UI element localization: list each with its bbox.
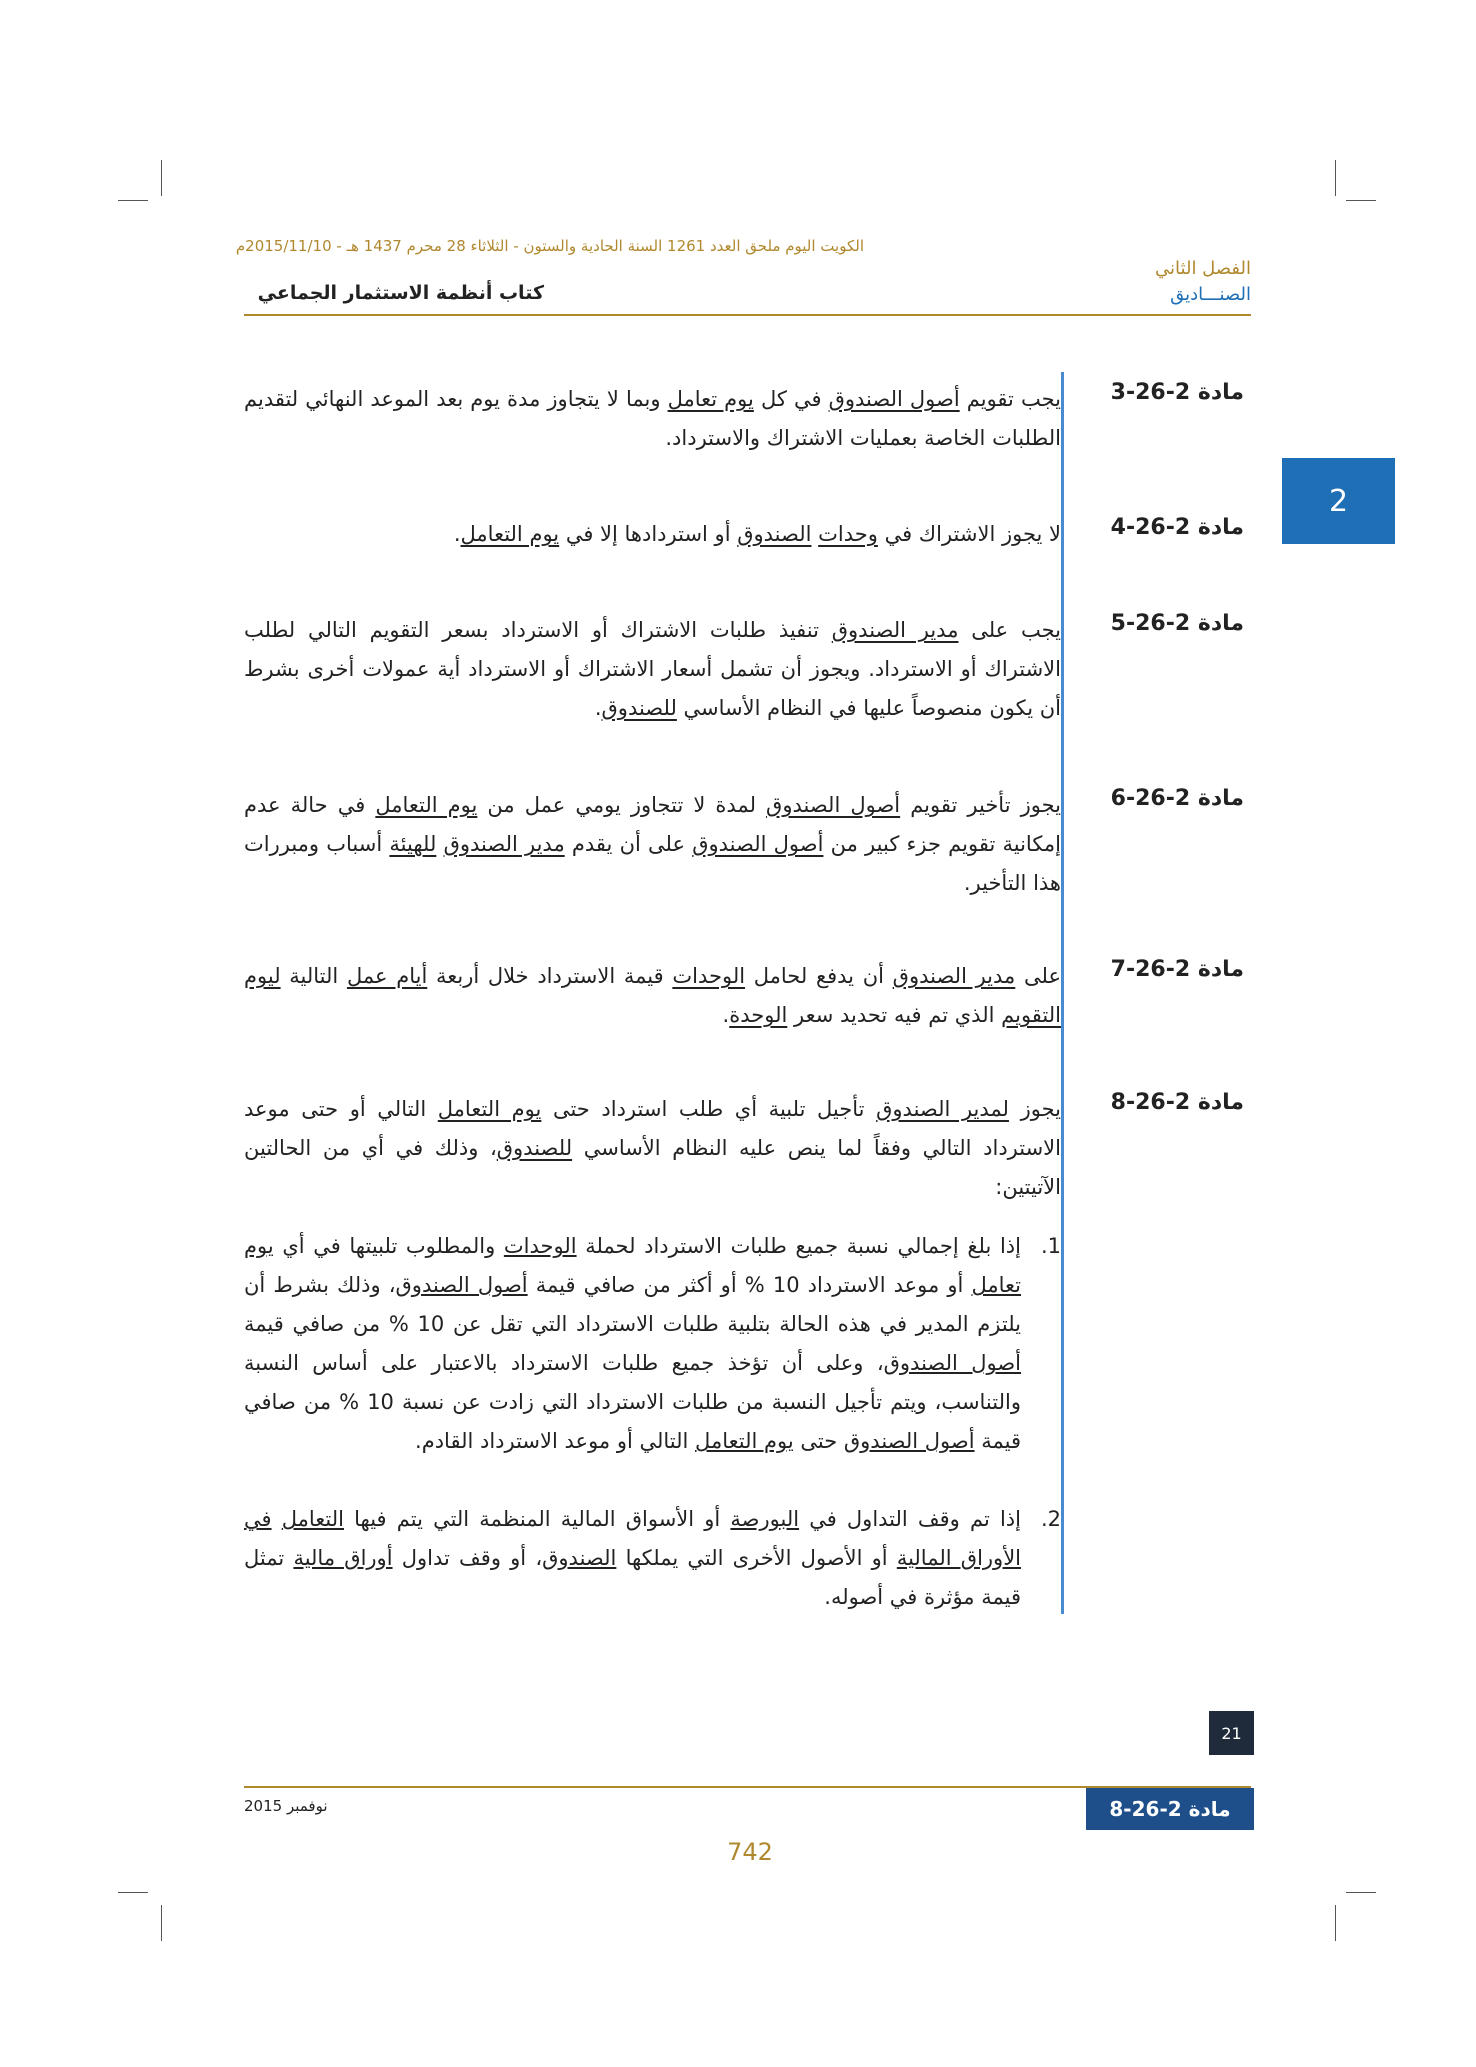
page-number-box: 21	[1209, 1711, 1254, 1755]
crop-mark	[118, 200, 148, 201]
article-label: مادة 2-26-3	[1110, 380, 1244, 405]
crop-mark	[161, 160, 162, 196]
article-text: يجب على مدير الصندوق تنفيذ طلبات الاشتراك أو الاسترداد بسعر التقويم التالي لطلب الاشتراك أو الاسترداد. ويجوز أن تشمل أسعار الاشتراك أو الاسترداد أية عمولات أخرى بشرط أن يكون منصوصاً عليها في النظام الأساسي للصندوق.	[244, 618, 1062, 720]
footer-article-tag: مادة 2-26-8	[1086, 1788, 1254, 1830]
content-divider	[1061, 372, 1064, 1614]
book-title: كتاب أنظمة الاستثمار الجماعي	[257, 282, 544, 304]
article-label: مادة 2-26-6	[1110, 786, 1244, 811]
crop-mark	[1335, 160, 1336, 196]
crop-mark	[1346, 1892, 1376, 1893]
crop-mark	[1346, 200, 1376, 201]
article-text: يجب تقويم أصول الصندوق في كل يوم تعامل وبما لا يتجاوز مدة يوم بعد الموعد النهائي لتقديم الطلبات الخاصة بعمليات الاشتراك والاسترداد.	[244, 387, 1061, 450]
gazette-header: الكويت اليوم ملحق العدد 1261 السنة الحادية والستون - الثلاثاء 28 محرم 1437 هـ - 2015/11/10م	[235, 237, 864, 255]
section-title: الصنـــاديق	[1170, 284, 1251, 305]
article-text: على مدير الصندوق أن يدفع لحامل الوحدات قيمة الاسترداد خلال أربعة أيام عمل التالية ليوم التقويم الذي تم فيه تحديد سعر الوحدة.	[244, 964, 1061, 1027]
list-item-text: إذا بلغ إجمالي نسبة جميع طلبات الاسترداد لحملة الوحدات والمطلوب تلبيتها في أي يوم تعامل أو موعد الاسترداد 10 % أو أكثر من صافي قيمة أصول الصندوق، وذلك بشرط أن يلتزم المدير في هذه الحالة بتلبية طلبات الاسترداد التي تقل عن 10 % من صافي قيمة أصول الصندوق، وعلى أن تؤخذ جميع طلبات الاسترداد بالاعتبار على أساس النسبة والتناسب، ويتم تأجيل النسبة من طلبات الاسترداد التي زادت عن نسبة 10 % من صافي قيمة أصول الصندوق حتى يوم التعامل التالي أو موعد الاسترداد القادم.	[244, 1234, 1022, 1453]
page-number: 742	[727, 1838, 773, 1866]
crop-mark	[161, 1905, 162, 1941]
article-text: يجوز تأخير تقويم أصول الصندوق لمدة لا تتجاوز يومي عمل من يوم التعامل في حالة عدم إمكانية تقويم جزء كبير من أصول الصندوق على أن يقدم مدير الصندوق للهيئة أسباب ومبررات هذا التأخير.	[244, 793, 1062, 895]
list-item-number: 1.	[1040, 1234, 1061, 1258]
crop-mark	[118, 1892, 148, 1893]
article-text: يجوز لمدير الصندوق تأجيل تلبية أي طلب استرداد حتى يوم التعامل التالي أو حتى موعد الاسترداد التالي وفقاً لما ينص عليه النظام الأساسي للصندوق، وذلك في أي من الحالتين الآتيتين:	[244, 1097, 1061, 1199]
crop-mark	[1335, 1905, 1336, 1941]
header-divider	[244, 314, 1251, 316]
chapter-title: الفصل الثاني	[1155, 258, 1251, 279]
article-text: لا يجوز الاشتراك في وحدات الصندوق أو استردادها إلا في يوم التعامل.	[453, 522, 1061, 546]
chapter-tab: 2	[1282, 458, 1395, 544]
article-label: مادة 2-26-5	[1110, 611, 1244, 636]
list-item-number: 2.	[1040, 1507, 1061, 1531]
list-item-text: إذا تم وقف التداول في البورصة أو الأسواق المالية المنظمة التي يتم فيها التعامل في الأوراق المالية أو الأصول الأخرى التي يملكها الصندوق، أو وقف تداول أوراق مالية تمثل قيمة مؤثرة في أصوله.	[244, 1507, 1022, 1609]
article-label: مادة 2-26-4	[1110, 515, 1244, 540]
article-label: مادة 2-26-8	[1110, 1090, 1244, 1115]
article-label: مادة 2-26-7	[1110, 957, 1244, 982]
footer-date: نوفمبر 2015	[244, 1797, 328, 1815]
